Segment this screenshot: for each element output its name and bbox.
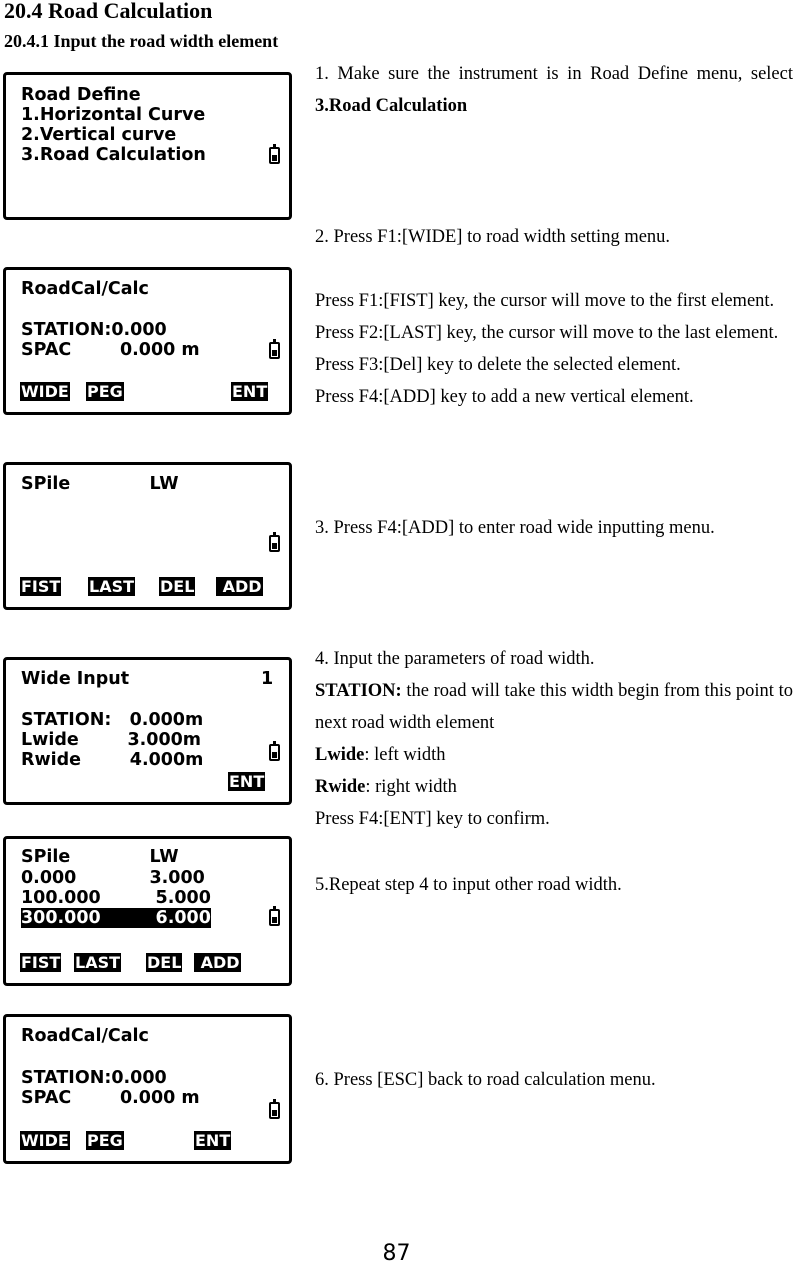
rwide-field: Rwide 4.000m (21, 750, 204, 770)
f3-description: Press F3:[Del] key to delete the selected element. (315, 355, 681, 375)
screen-title: Wide Input (21, 669, 130, 689)
step-1: 1. Make sure the instrument is in Road Define menu, select 3.Road Calculation (315, 64, 793, 116)
subsection-heading: 20.4.1 Input the road width element (4, 31, 279, 51)
element-index: 1 (261, 669, 274, 689)
battery-icon (269, 147, 280, 164)
battery-icon (269, 1102, 280, 1119)
list-row: 0.000 3.000 (21, 868, 205, 888)
step-3: 3. Press F4:[ADD] to enter road wide inputting menu. (315, 518, 715, 538)
menu-item-road-calculation: 3.Road Calculation (21, 145, 206, 165)
softkey-ent: ENT (232, 382, 268, 401)
battery-icon (269, 342, 280, 359)
menu-item-vertical-curve: 2.Vertical curve (21, 125, 177, 145)
battery-icon (269, 909, 280, 926)
spac-line: SPAC 0.000 m (21, 340, 200, 360)
screen-spile-list (3, 836, 292, 986)
softkey-del: DEL (160, 577, 195, 596)
softkey-last: LAST (89, 577, 135, 596)
station-field: STATION: 0.000m (21, 710, 204, 730)
list-header: SPile LW (21, 474, 179, 494)
lwide-field: Lwide 3.000m (21, 730, 202, 750)
softkey-last: LAST (75, 953, 121, 972)
list-header: SPile LW (21, 847, 179, 867)
screen-road-define (3, 72, 292, 220)
softkey-add: ADD (195, 953, 240, 972)
step-6: 6. Press [ESC] back to road calculation menu. (315, 1070, 656, 1090)
page-number: 87 (382, 1241, 411, 1266)
screen-spile-empty (3, 462, 292, 610)
softkey-ent: ENT (195, 1131, 231, 1150)
screen-wide-input (3, 657, 292, 805)
screen-title: Road Define (21, 85, 141, 105)
softkey-add: ADD (217, 577, 262, 596)
screen-roadcal-calc (3, 1014, 292, 1164)
softkey-peg: PEG (87, 382, 123, 401)
f1-description: Press F1:[FIST] key, the cursor will move to the first element. (315, 291, 775, 311)
key-descriptions (315, 285, 793, 413)
f2-description: Press F2:[LAST] key, the cursor will move to the last element. (315, 323, 779, 343)
battery-icon (269, 744, 280, 761)
spac-line: SPAC 0.000 m (21, 1088, 200, 1108)
menu-item-horizontal-curve: 1.Horizontal Curve (21, 105, 206, 125)
list-row-selected: 300.000 6.000 (21, 908, 211, 928)
softkey-peg: PEG (87, 1131, 123, 1150)
station-line: STATION:0.000 (21, 1068, 167, 1088)
list-row: 100.000 5.000 (21, 888, 211, 908)
softkey-fist: FIST (21, 577, 61, 596)
step-2: 2. Press F1:[WIDE] to road width setting menu. (315, 227, 671, 247)
screen-title: RoadCal/Calc (21, 1026, 149, 1046)
battery-icon (269, 535, 280, 552)
softkey-wide: WIDE (21, 1131, 69, 1150)
f4-description: Press F4:[ADD] key to add a new vertical element. (315, 387, 694, 407)
softkey-ent: ENT (229, 772, 265, 791)
station-line: STATION:0.000 (21, 320, 167, 340)
screen-title: RoadCal/Calc (21, 279, 149, 299)
screen-roadcal-calc (3, 267, 292, 415)
step-4: 4. Input the parameters of road width. STATION: the road will take this width begin from this point to next road width element Lwide: left width Rwide: right width Press F4:[ENT] key to confirm. (315, 649, 793, 829)
step-5: 5.Repeat step 4 to input other road width. (315, 875, 622, 895)
section-heading: 20.4 Road Calculation (4, 0, 213, 23)
softkey-wide: WIDE (21, 382, 69, 401)
softkey-fist: FIST (21, 953, 61, 972)
softkey-del: DEL (147, 953, 182, 972)
